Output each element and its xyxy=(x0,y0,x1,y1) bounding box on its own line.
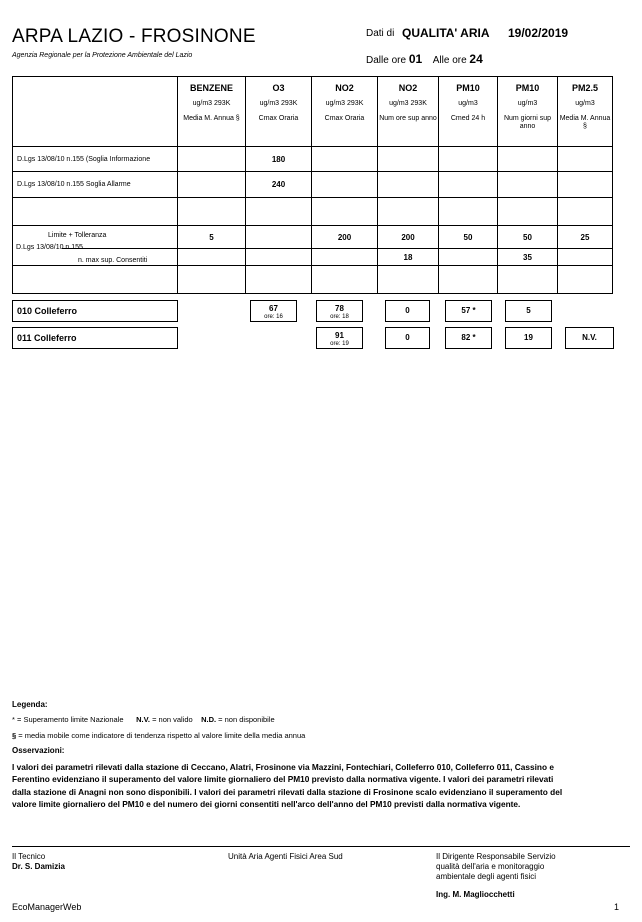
column-desc: Num giorni sup anno xyxy=(503,115,552,130)
to-value: 24 xyxy=(469,52,483,66)
report-title: QUALITA' ARIA xyxy=(402,26,490,40)
column-unit: ug/m3 xyxy=(575,100,595,107)
header-row xyxy=(13,77,613,147)
value-hour: ore: 18 xyxy=(330,314,349,320)
limit-tolerance-label: Limite + Tolleranza xyxy=(48,232,107,239)
table-cell xyxy=(13,198,178,226)
table-cell xyxy=(558,172,613,198)
station-pm10-days-value xyxy=(505,327,552,349)
table-cell xyxy=(558,266,613,294)
info-threshold-row xyxy=(13,147,613,172)
blank-row xyxy=(13,266,613,294)
table-cell xyxy=(178,172,246,198)
table-cell xyxy=(378,147,439,172)
table-cell xyxy=(558,147,613,172)
table-cell xyxy=(246,266,312,294)
table-cell xyxy=(558,198,613,226)
blank-row xyxy=(13,198,613,226)
header-label-cell xyxy=(13,77,178,147)
column-name: NO2 xyxy=(335,83,354,93)
table-cell: 240 xyxy=(246,172,312,198)
observations-title: Osservazioni: xyxy=(12,746,65,755)
station-name: 010 Colleferro xyxy=(12,300,178,322)
to-label: Alle ore xyxy=(432,55,467,66)
column-desc: Cmed 24 h xyxy=(450,115,486,122)
column-header xyxy=(312,77,378,147)
table-cell xyxy=(498,266,558,294)
column-header xyxy=(246,77,312,147)
value-main: 5 xyxy=(526,306,531,315)
legend-line xyxy=(12,731,305,740)
station-no2-max-value xyxy=(316,327,363,349)
table-cell xyxy=(439,266,498,294)
table-cell: 180 xyxy=(246,147,312,172)
unit-label: Unità Aria Agenti Fisici Area Sud xyxy=(228,852,343,861)
table-cell xyxy=(178,147,246,172)
table-cell xyxy=(13,266,178,294)
table-cell xyxy=(439,249,498,266)
station-pm10-days-value xyxy=(505,300,552,322)
table-cell xyxy=(558,249,613,266)
table-cell xyxy=(312,266,378,294)
station-no2-hours-value xyxy=(385,327,430,349)
station-no2-hours-value xyxy=(385,300,430,322)
column-name: PM10 xyxy=(515,83,540,93)
technician-name: Dr. S. Damizia xyxy=(12,862,65,871)
divider xyxy=(62,248,178,249)
column-desc: Cmax Oraria xyxy=(324,115,365,122)
max-exceedances-label: n. max sup. Consentiti xyxy=(78,257,148,264)
column-name: O3 xyxy=(272,83,285,93)
station-name: 011 Colleferro xyxy=(12,327,178,349)
column-header xyxy=(439,77,498,147)
value-hour: ore: 19 xyxy=(330,341,349,347)
table-cell xyxy=(439,172,498,198)
value-main: 57 * xyxy=(461,306,476,315)
table-cell xyxy=(178,249,246,266)
legend-text: = non valido xyxy=(152,715,193,724)
column-unit: ug/m3 293K xyxy=(259,100,298,107)
table-cell: 200 xyxy=(312,226,378,249)
column-unit: ug/m3 293K xyxy=(325,100,364,107)
value-main: N.V. xyxy=(582,333,597,342)
alarm-threshold-row xyxy=(13,172,613,198)
table-cell xyxy=(178,198,246,226)
table-cell xyxy=(439,198,498,226)
value-main: 91 xyxy=(335,331,344,340)
dati-label: Dati di xyxy=(366,28,395,39)
legend-text: = Superamento limite Nazionale xyxy=(17,715,124,724)
value-main: 67 xyxy=(269,304,278,313)
value-hour: ore: 16 xyxy=(264,314,283,320)
value-main: 82 * xyxy=(461,333,476,342)
director-role: Il Dirigente Responsabile Servizio qualità dell'aria e monitoraggio ambientale degli agenti fisici xyxy=(436,852,556,881)
station-pm10-avg-value xyxy=(445,327,492,349)
technician-label: Il Tecnico xyxy=(12,852,46,861)
report-date: 19/02/2019 xyxy=(508,26,569,40)
station-no2-max-value xyxy=(316,300,363,322)
table-cell xyxy=(498,147,558,172)
table-cell xyxy=(439,147,498,172)
agency-subtitle: Agenzia Regionale per la Protezione Ambientale del Lazio xyxy=(12,52,193,59)
column-header xyxy=(498,77,558,147)
director-name: Ing. M. Magliocchetti xyxy=(436,890,515,899)
legal-reference-label: D.Lgs 13/08/10 n.155 xyxy=(16,244,83,251)
column-header xyxy=(558,77,613,147)
observations-text: I valori dei parametri rilevati dalla stazione di Ceccano, Alatri, Frosinone via Mazzini, Fontechiari, Colleferro 010, Colleferro 011, Cassino e Ferentino evidenziano il superamento del valore limite giornaliero del PM10 previsto dalla normativa vigente. I valori dei parametri rilevati dalla stazione di Anagni non sono disponibili. I valori dei parametri rilevati dalla stazione di Frosinone scalo evidenziano il superamento del valore limite giornaliero del PM10 e del numero dei giorni consentiti nell'arco dell'anno del PM10 previsti dalla normativa vigente. xyxy=(12,762,563,810)
table-cell xyxy=(498,172,558,198)
app-name: EcoManagerWeb xyxy=(12,902,82,912)
column-name: PM2.5 xyxy=(571,83,598,93)
station-o3-value xyxy=(250,300,297,322)
table-cell xyxy=(312,249,378,266)
table-cell xyxy=(246,198,312,226)
legend-symbol: * xyxy=(12,715,15,724)
table-cell: 5 xyxy=(178,226,246,249)
column-name: NO2 xyxy=(398,83,418,93)
column-unit: ug/m3 xyxy=(517,100,538,107)
column-name: PM10 xyxy=(456,83,480,93)
legend-symbol: N.D. xyxy=(201,715,217,724)
column-desc: Num ore sup anno xyxy=(379,115,437,122)
table-cell xyxy=(312,147,378,172)
legend-text: = media mobile come indicatore di tendenza rispetto al valore limite della media annua xyxy=(18,731,306,740)
page-number: 1 xyxy=(614,902,620,912)
table-cell: 50 xyxy=(498,226,558,249)
column-desc: Media M. Annua § xyxy=(183,115,240,122)
value-main: 0 xyxy=(405,333,410,342)
from-label: Dalle ore xyxy=(366,55,407,66)
column-desc: Media M. Annua § xyxy=(559,115,611,130)
hours-range xyxy=(366,52,483,66)
column-unit: ug/m3 293K xyxy=(389,100,427,107)
legend-line xyxy=(12,715,275,724)
legend-symbol: N.V. xyxy=(136,715,150,724)
station-pm25-value xyxy=(565,327,614,349)
value-main: 78 xyxy=(335,304,344,313)
row-label: D.Lgs 13/08/10 n.155 (Soglia Informazione xyxy=(13,147,178,172)
table-cell: 50 xyxy=(439,226,498,249)
table-cell: 25 xyxy=(558,226,613,249)
value-main: 19 xyxy=(524,333,533,342)
table-cell xyxy=(178,266,246,294)
column-header xyxy=(378,77,439,147)
page-title: ARPA LAZIO - FROSINONE xyxy=(12,26,256,47)
table-cell xyxy=(246,226,312,249)
table-cell: 35 xyxy=(498,249,558,266)
table-cell xyxy=(498,198,558,226)
footer-divider xyxy=(12,846,630,847)
station-pm10-avg-value xyxy=(445,300,492,322)
from-value: 01 xyxy=(408,52,423,66)
legend-text: = non disponibile xyxy=(218,715,275,724)
column-unit: ug/m3 293K xyxy=(192,100,231,107)
value-main: 0 xyxy=(405,306,410,315)
column-header xyxy=(178,77,246,147)
table-cell xyxy=(312,198,378,226)
legend-symbol: § xyxy=(12,731,17,740)
table-cell xyxy=(378,198,439,226)
column-desc: Cmax Oraria xyxy=(258,115,299,122)
column-name: BENZENE xyxy=(189,83,233,93)
table-cell: 200 xyxy=(378,226,439,249)
table-cell xyxy=(246,249,312,266)
legend-title: Legenda: xyxy=(12,700,48,709)
row-label: D.Lgs 13/08/10 n.155 Soglia Allarme xyxy=(13,172,178,198)
column-unit: ug/m3 xyxy=(458,100,478,107)
table-cell xyxy=(378,172,439,198)
table-cell xyxy=(312,172,378,198)
table-cell xyxy=(378,266,439,294)
table-cell: 18 xyxy=(378,249,439,266)
